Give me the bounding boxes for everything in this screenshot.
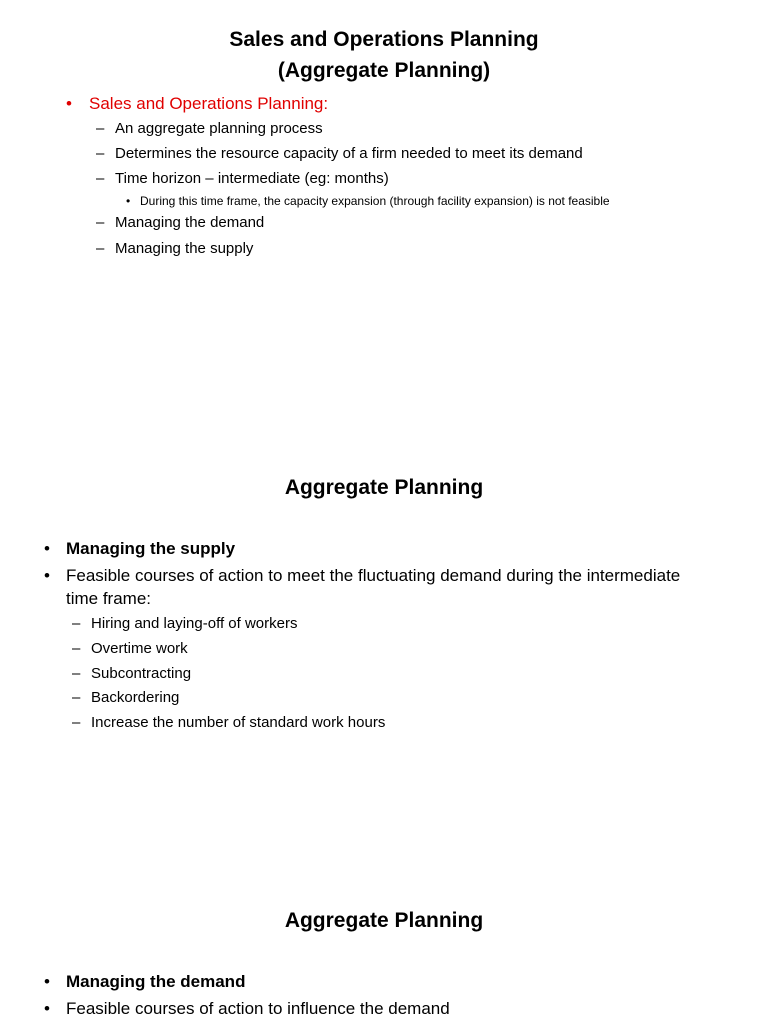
slide-1-main-bullet: Sales and Operations Planning:: [89, 94, 329, 113]
slide-3-title: Aggregate Planning: [284, 909, 484, 932]
slide-2-bullet-bold: Managing the supply: [66, 539, 236, 558]
slide-1-item: Determines the resource capacity of a firm needed to meet its demand: [115, 145, 583, 162]
dash-marker: –: [96, 145, 105, 162]
slide-2-item: Overtime work: [91, 640, 188, 657]
slide-2-item: Subcontracting: [91, 665, 192, 682]
dash-marker: –: [72, 615, 81, 632]
dash-marker: –: [96, 170, 105, 187]
slide-1-title-line-1: Sales and Operations Planning: [229, 28, 539, 51]
slide-1-item: An aggregate planning process: [115, 120, 323, 137]
bullet-marker: •: [44, 999, 50, 1018]
slide-1-title-line-2: (Aggregate Planning): [277, 59, 491, 82]
slide-2-item: Increase the number of standard work hours: [91, 714, 386, 731]
bullet-marker: •: [44, 566, 50, 585]
dash-marker: –: [72, 640, 81, 657]
dash-marker: –: [96, 120, 105, 137]
bullet-marker: •: [44, 539, 50, 558]
dash-marker: –: [96, 214, 105, 231]
bullet-marker: •: [44, 972, 50, 991]
slide-1-item: Time horizon – intermediate (eg: months): [115, 170, 389, 187]
slide-1-item: Managing the supply: [115, 240, 254, 257]
dash-marker: –: [72, 689, 81, 706]
slide-2-item: Hiring and laying-off of workers: [91, 615, 298, 632]
slide-3-bullet-bold: Managing the demand: [66, 972, 246, 991]
bullet-marker: •: [126, 194, 131, 208]
dash-marker: –: [96, 240, 105, 257]
slide-1-subitem: During this time frame, the capacity expansion (through facility expansion) is not feasible: [140, 194, 610, 208]
slide-2-bullet-line-2: time frame:: [66, 589, 152, 608]
dash-marker: –: [72, 714, 81, 731]
bullet-marker: •: [66, 94, 72, 113]
dash-marker: –: [72, 665, 81, 682]
slide-3-bullet: Feasible courses of action to influence the demand: [66, 999, 450, 1018]
slide-2-bullet-line-1: Feasible courses of action to meet the fluctuating demand during the intermediate: [66, 566, 681, 585]
slide-2-title: Aggregate Planning: [284, 476, 484, 499]
slide-2-item: Backordering: [91, 689, 180, 706]
slide-1-item: Managing the demand: [115, 214, 265, 231]
